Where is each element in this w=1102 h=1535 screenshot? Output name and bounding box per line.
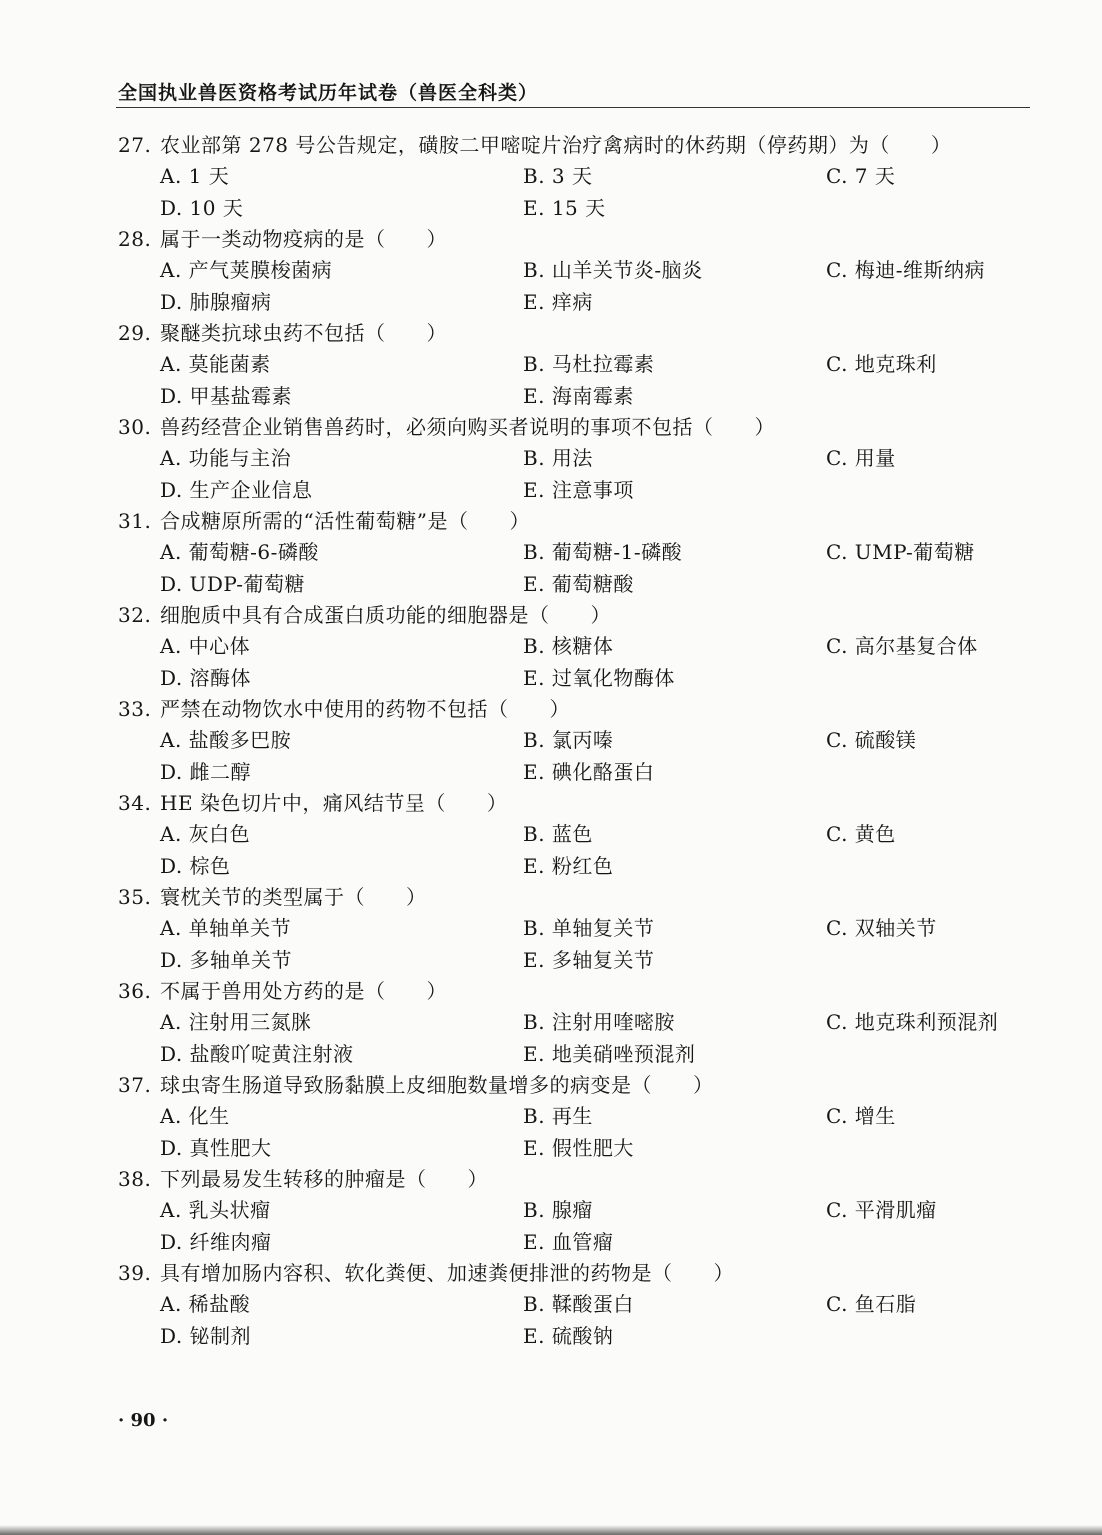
option-row — [118, 1100, 1018, 1132]
question-number: 29. — [118, 321, 152, 345]
answer-option: E. 硫酸钠 — [523, 1324, 614, 1348]
answer-option: C. 地克珠利 — [826, 352, 937, 376]
answer-option: B. 核糖体 — [523, 634, 614, 658]
answer-option: A. 稀盐酸 — [160, 1292, 251, 1316]
answer-option: D. 棕色 — [160, 854, 231, 878]
answer-option: E. 碘化酪蛋白 — [523, 760, 655, 784]
answer-option: D. 肺腺瘤病 — [160, 290, 272, 314]
question-text: 具有增加肠内容积、软化粪便、加速粪便排泄的药物是（ ） — [160, 1261, 734, 1285]
answer-option: D. 多轴单关节 — [160, 948, 293, 972]
option-row — [118, 442, 1018, 474]
answer-option: D. 雌二醇 — [160, 760, 252, 784]
option-row — [118, 1320, 1018, 1352]
question-block — [118, 412, 1018, 506]
question-number: 32. — [118, 603, 152, 627]
question-stem — [118, 788, 1018, 818]
option-row — [118, 1194, 1018, 1226]
answer-option: B. 腺瘤 — [523, 1198, 593, 1222]
option-row — [118, 474, 1018, 506]
answer-option: A. 灰白色 — [160, 822, 251, 846]
answer-option: E. 粉红色 — [523, 854, 614, 878]
answer-option: B. 马杜拉霉素 — [523, 352, 655, 376]
answer-option: D. 甲基盐霉素 — [160, 384, 293, 408]
question-block — [118, 130, 1018, 224]
answer-option: C. 地克珠利预混剂 — [826, 1010, 999, 1034]
answer-option: C. 黄色 — [826, 822, 896, 846]
answer-option: B. 注射用喹嘧胺 — [523, 1010, 675, 1034]
question-number: 27. — [118, 133, 152, 157]
answer-option: B. 3 天 — [523, 164, 593, 188]
answer-option: B. 再生 — [523, 1104, 593, 1128]
answer-option: E. 血管瘤 — [523, 1230, 614, 1254]
question-number: 31. — [118, 509, 152, 533]
option-row — [118, 160, 1018, 192]
answer-option: B. 蓝色 — [523, 822, 593, 846]
answer-option: D. UDP-葡萄糖 — [160, 572, 306, 596]
question-text: 寰枕关节的类型属于（ ） — [160, 885, 427, 909]
answer-option: C. 梅迪-维斯纳病 — [826, 258, 986, 282]
answer-option: E. 注意事项 — [523, 478, 634, 502]
option-row — [118, 348, 1018, 380]
answer-option: A. 葡萄糖-6-磷酸 — [160, 540, 319, 564]
answer-option: C. 鱼石脂 — [826, 1292, 917, 1316]
question-stem — [118, 1070, 1018, 1100]
question-stem — [118, 694, 1018, 724]
option-row — [118, 912, 1018, 944]
option-row — [118, 630, 1018, 662]
question-block — [118, 600, 1018, 694]
answer-option: E. 假性肥大 — [523, 1136, 634, 1160]
question-number: 37. — [118, 1073, 152, 1097]
question-block — [118, 882, 1018, 976]
question-stem — [118, 1258, 1018, 1288]
question-number: 36. — [118, 979, 152, 1003]
question-number: 28. — [118, 227, 152, 251]
answer-option: D. 盐酸吖啶黄注射液 — [160, 1042, 354, 1066]
answer-option: C. 用量 — [826, 446, 896, 470]
question-stem — [118, 130, 1018, 160]
question-text: 合成糖原所需的“活性葡萄糖”是（ ） — [160, 509, 530, 533]
answer-option: D. 生产企业信息 — [160, 478, 313, 502]
page-edge-shadow — [0, 1525, 1102, 1535]
question-block — [118, 788, 1018, 882]
question-text: 农业部第 278 号公告规定，磺胺二甲嘧啶片治疗禽病时的休药期（停药期）为（ ） — [160, 133, 952, 157]
option-row — [118, 724, 1018, 756]
option-row — [118, 536, 1018, 568]
answer-option: E. 15 天 — [523, 196, 606, 220]
question-block — [118, 1164, 1018, 1258]
question-text: 下列最易发生转移的肿瘤是（ ） — [160, 1167, 488, 1191]
answer-option: C. 硫酸镁 — [826, 728, 917, 752]
answer-option: A. 乳头状瘤 — [160, 1198, 271, 1222]
question-stem — [118, 506, 1018, 536]
answer-option: D. 10 天 — [160, 196, 244, 220]
question-text: HE 染色切片中，痛风结节呈（ ） — [160, 791, 508, 815]
answer-option: A. 单轴单关节 — [160, 916, 292, 940]
option-row — [118, 380, 1018, 412]
question-text: 严禁在动物饮水中使用的药物不包括（ ） — [160, 697, 570, 721]
answer-option: D. 纤维肉瘤 — [160, 1230, 272, 1254]
answer-option: E. 海南霉素 — [523, 384, 634, 408]
answer-option: C. 增生 — [826, 1104, 896, 1128]
question-text: 不属于兽用处方药的是（ ） — [160, 979, 447, 1003]
question-block — [118, 976, 1018, 1070]
option-row — [118, 286, 1018, 318]
answer-option: E. 葡萄糖酸 — [523, 572, 634, 596]
question-block — [118, 694, 1018, 788]
answer-option: C. 7 天 — [826, 164, 896, 188]
answer-option: D. 真性肥大 — [160, 1136, 272, 1160]
answer-option: E. 多轴复关节 — [523, 948, 655, 972]
option-row — [118, 850, 1018, 882]
question-number: 33. — [118, 697, 152, 721]
option-row — [118, 944, 1018, 976]
answer-option: D. 铋制剂 — [160, 1324, 252, 1348]
answer-option: C. 高尔基复合体 — [826, 634, 978, 658]
question-stem — [118, 600, 1018, 630]
question-text: 聚醚类抗球虫药不包括（ ） — [160, 321, 447, 345]
option-row — [118, 1288, 1018, 1320]
option-row — [118, 1226, 1018, 1258]
answer-option: C. UMP-葡萄糖 — [826, 540, 975, 564]
option-row — [118, 192, 1018, 224]
question-block — [118, 318, 1018, 412]
answer-option: A. 化生 — [160, 1104, 230, 1128]
question-number: 34. — [118, 791, 152, 815]
answer-option: B. 用法 — [523, 446, 593, 470]
answer-option: E. 地美硝唑预混剂 — [523, 1042, 696, 1066]
answer-option: E. 痒病 — [523, 290, 593, 314]
question-number: 39. — [118, 1261, 152, 1285]
page-number: · 90 · — [118, 1410, 169, 1431]
answer-option: B. 鞣酸蛋白 — [523, 1292, 634, 1316]
answer-option: A. 盐酸多巴胺 — [160, 728, 292, 752]
page-header-title: 全国执业兽医资格考试历年试卷（兽医全科类） — [118, 82, 539, 104]
option-row — [118, 254, 1018, 286]
question-block — [118, 506, 1018, 600]
answer-option: B. 单轴复关节 — [523, 916, 655, 940]
question-stem — [118, 224, 1018, 254]
option-row — [118, 1006, 1018, 1038]
question-block — [118, 1070, 1018, 1164]
option-row — [118, 756, 1018, 788]
answer-option: A. 中心体 — [160, 634, 251, 658]
answer-option: B. 葡萄糖-1-磷酸 — [523, 540, 683, 564]
header-divider — [116, 107, 1030, 108]
answer-option: A. 1 天 — [160, 164, 230, 188]
answer-option: A. 注射用三氮脒 — [160, 1010, 312, 1034]
question-list — [118, 130, 1018, 1352]
answer-option: A. 莫能菌素 — [160, 352, 271, 376]
question-number: 38. — [118, 1167, 152, 1191]
answer-option: E. 过氧化物酶体 — [523, 666, 675, 690]
question-block — [118, 1258, 1018, 1352]
question-stem — [118, 882, 1018, 912]
question-text: 细胞质中具有合成蛋白质功能的细胞器是（ ） — [160, 603, 611, 627]
question-stem — [118, 318, 1018, 348]
question-block — [118, 224, 1018, 318]
answer-option: C. 平滑肌瘤 — [826, 1198, 937, 1222]
answer-option: B. 氯丙嗪 — [523, 728, 614, 752]
question-stem — [118, 1164, 1018, 1194]
answer-option: D. 溶酶体 — [160, 666, 252, 690]
answer-option: B. 山羊关节炎-脑炎 — [523, 258, 703, 282]
question-text: 属于一类动物疫病的是（ ） — [160, 227, 447, 251]
question-stem — [118, 412, 1018, 442]
answer-option: A. 产气荚膜梭菌病 — [160, 258, 333, 282]
question-text: 球虫寄生肠道导致肠黏膜上皮细胞数量增多的病变是（ ） — [160, 1073, 714, 1097]
question-number: 35. — [118, 885, 152, 909]
answer-option: C. 双轴关节 — [826, 916, 937, 940]
question-stem — [118, 976, 1018, 1006]
question-number: 30. — [118, 415, 152, 439]
option-row — [118, 818, 1018, 850]
option-row — [118, 568, 1018, 600]
option-row — [118, 1132, 1018, 1164]
question-text: 兽药经营企业销售兽药时，必须向购买者说明的事项不包括（ ） — [160, 415, 775, 439]
option-row — [118, 1038, 1018, 1070]
option-row — [118, 662, 1018, 694]
answer-option: A. 功能与主治 — [160, 446, 292, 470]
